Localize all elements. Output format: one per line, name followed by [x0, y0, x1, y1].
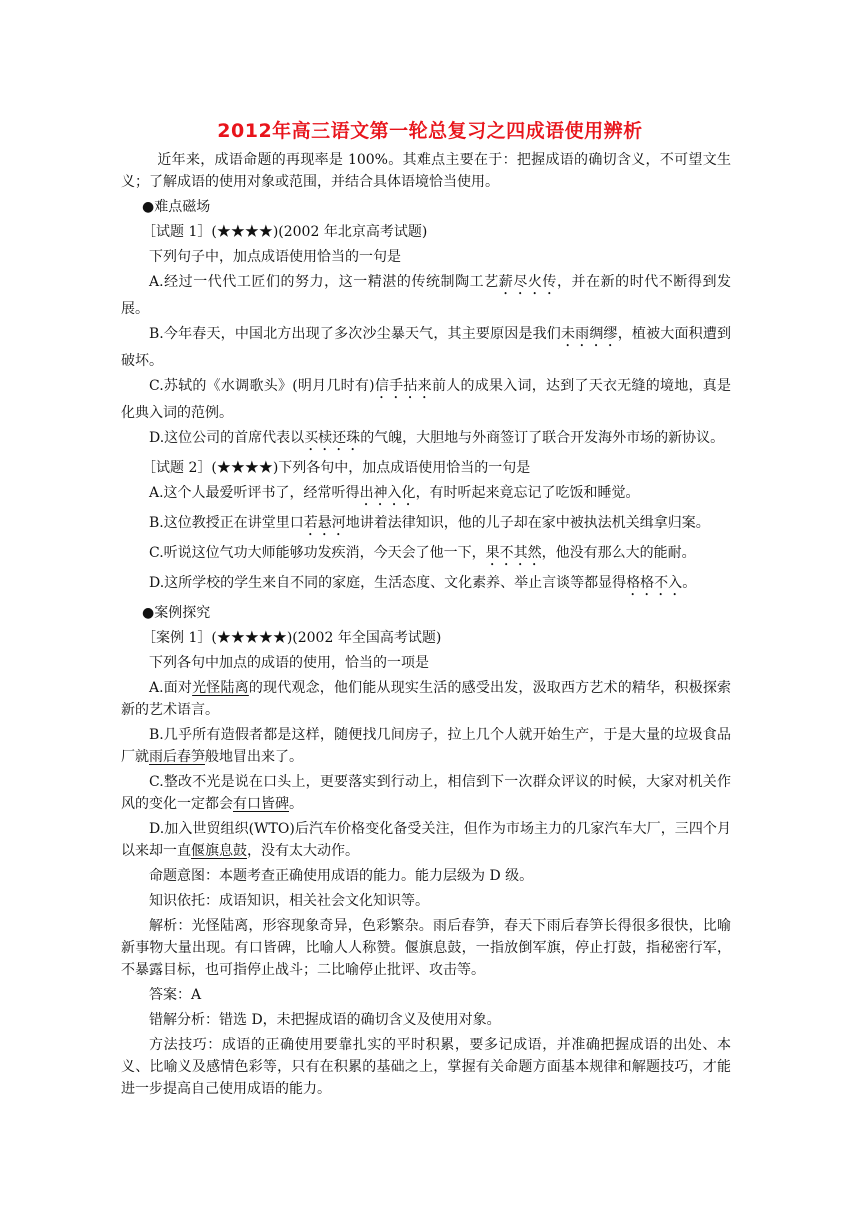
- document-body: [121, 149, 731, 1103]
- underlined-idiom: 偃旗息鼓: [191, 843, 247, 859]
- case1-error-analysis: 错解分析：错选 D，未把握成语的确切含义及使用对象。: [149, 1012, 501, 1028]
- question2-option-b: B.这位教授正在讲堂里口若悬河地讲着法律知识，他的儿子却在家中被执法机关缉拿归案。: [149, 515, 710, 531]
- underlined-idiom: 光怪陆离: [192, 680, 249, 696]
- question2-option-d: D.这所学校的学生来自不同的家庭，生活态度、文化素养、举止言谈等都显得格格不入。: [149, 575, 697, 591]
- underlined-idiom: 有口皆碑: [233, 796, 289, 812]
- dotted-idiom: 买椟还珠: [304, 430, 361, 446]
- case1-analysis: 解析：光怪陆离，形容现象奇异，色彩繁杂。雨后春笋，春天下雨后春笋长得很多很快，比喻新事物大量出现。有口皆碑，比喻人人称赞。偃旗息鼓，一指放倒军旗，停止打鼓，指秘密行军，不暴露目标，也可指停止战斗；二比喻停止批评、攻击等。: [121, 918, 731, 978]
- dotted-idiom: 信手拈来: [374, 378, 432, 394]
- section-heading-case: ●案例探究: [142, 605, 211, 621]
- question2-option-a: A.这个人最爱听评书了，经常听得出神入化，有时听起来竟忘记了吃饭和睡觉。: [149, 485, 640, 501]
- case1-header: ［案例 1］(★★★★★)(2002 年全国高考试题): [142, 630, 442, 646]
- case1-answer: 答案：A: [149, 987, 202, 1003]
- question1-header: ［试题 1］(★★★★)(2002 年北京高考试题): [142, 224, 428, 240]
- case1-stem: 下列各句中加点的成语的使用，恰当的一项是: [149, 655, 429, 671]
- dotted-idiom: 果不其然: [485, 545, 542, 561]
- case1-option-c: C.整改不光是说在口头上，更要落实到行动上，相信到下一次群众评议的时候，大家对机关作风的变化一定都会有口皆碑。: [121, 774, 731, 812]
- case1-option-a: A.面对光怪陆离的现代观念，他们能从现实生活的感受出发，汲取西方艺术的精华，积极探索新的艺术语言。: [121, 680, 732, 718]
- case1-intent: 命题意图：本题考查正确使用成语的能力。能力层级为 D 级。: [149, 868, 534, 884]
- intro-paragraph: 近年来，成语命题的再现率是 100%。其难点主要在于：把握成语的确切含义，不可望文生义；了解成语的使用对象或范围，并结合具体语境恰当使用。: [121, 152, 731, 190]
- case1-method: 方法技巧：成语的正确使用要靠扎实的平时积累，要多记成语，并准确把握成语的出处、本义、比喻义及感情色彩等，只有在积累的基础之上，掌握有关命题方面基本规律和解题技巧，才能进一步提高自己使用成语的能力。: [121, 1037, 731, 1097]
- case1-option-b: B.几乎所有造假者都是这样，随便找几间房子，拉上几个人就开始生产，于是大量的垃圾食品厂就雨后春笋般地冒出来了。: [121, 727, 731, 765]
- underlined-idiom: 雨后春笋: [149, 749, 205, 765]
- question2-option-c: C.听说这位气功大师能够功发疾消，今天会了他一下，果不其然，他没有那么大的能耐。: [149, 545, 696, 561]
- case1-basis: 知识依托：成语知识，相关社会文化知识等。: [149, 893, 429, 909]
- question1-option-c: C.苏轼的《水调歌头》(明月几时有)信手拈来前人的成果入词，达到了天衣无缝的境地，真是化典入词的范例。: [121, 378, 732, 421]
- question1-option-a: A.经过一代代工匠们的努力，这一精湛的传统制陶工艺薪尽火传，并在新的时代不断得到发展。: [121, 274, 732, 317]
- dotted-idiom: 出神入化: [359, 485, 416, 501]
- dotted-idiom: 薪尽火传: [498, 274, 557, 290]
- section-heading-difficulty: ●难点磁场: [142, 199, 211, 215]
- document-title: 2012年高三语文第一轮总复习之四成语使用辨析: [217, 120, 643, 142]
- question1-option-b: B.今年春天，中国北方出现了多次沙尘暴天气，其主要原因是我们未雨绸缪，植被大面积遭到破坏。: [121, 326, 732, 369]
- dotted-idiom: 未雨绸缪: [561, 326, 618, 342]
- question2-header: ［试题 2］(★★★★)下列各句中，加点成语使用恰当的一句是: [142, 460, 531, 476]
- dotted-idiom: 格格不入: [626, 575, 683, 591]
- case1-option-d: D.加入世贸组织(WTO)后汽车价格变化备受关注，但作为市场主力的几家汽车大厂，三四个月以来却一直偃旗息鼓，没有太大动作。: [121, 821, 731, 859]
- dotted-idiom: 若悬河: [303, 515, 346, 531]
- question1-stem: 下列句子中，加点成语使用恰当的一句是: [149, 249, 401, 265]
- question1-option-d: D.这位公司的首席代表以买椟还珠的气魄，大胆地与外商签订了联合开发海外市场的新协议。: [149, 430, 725, 446]
